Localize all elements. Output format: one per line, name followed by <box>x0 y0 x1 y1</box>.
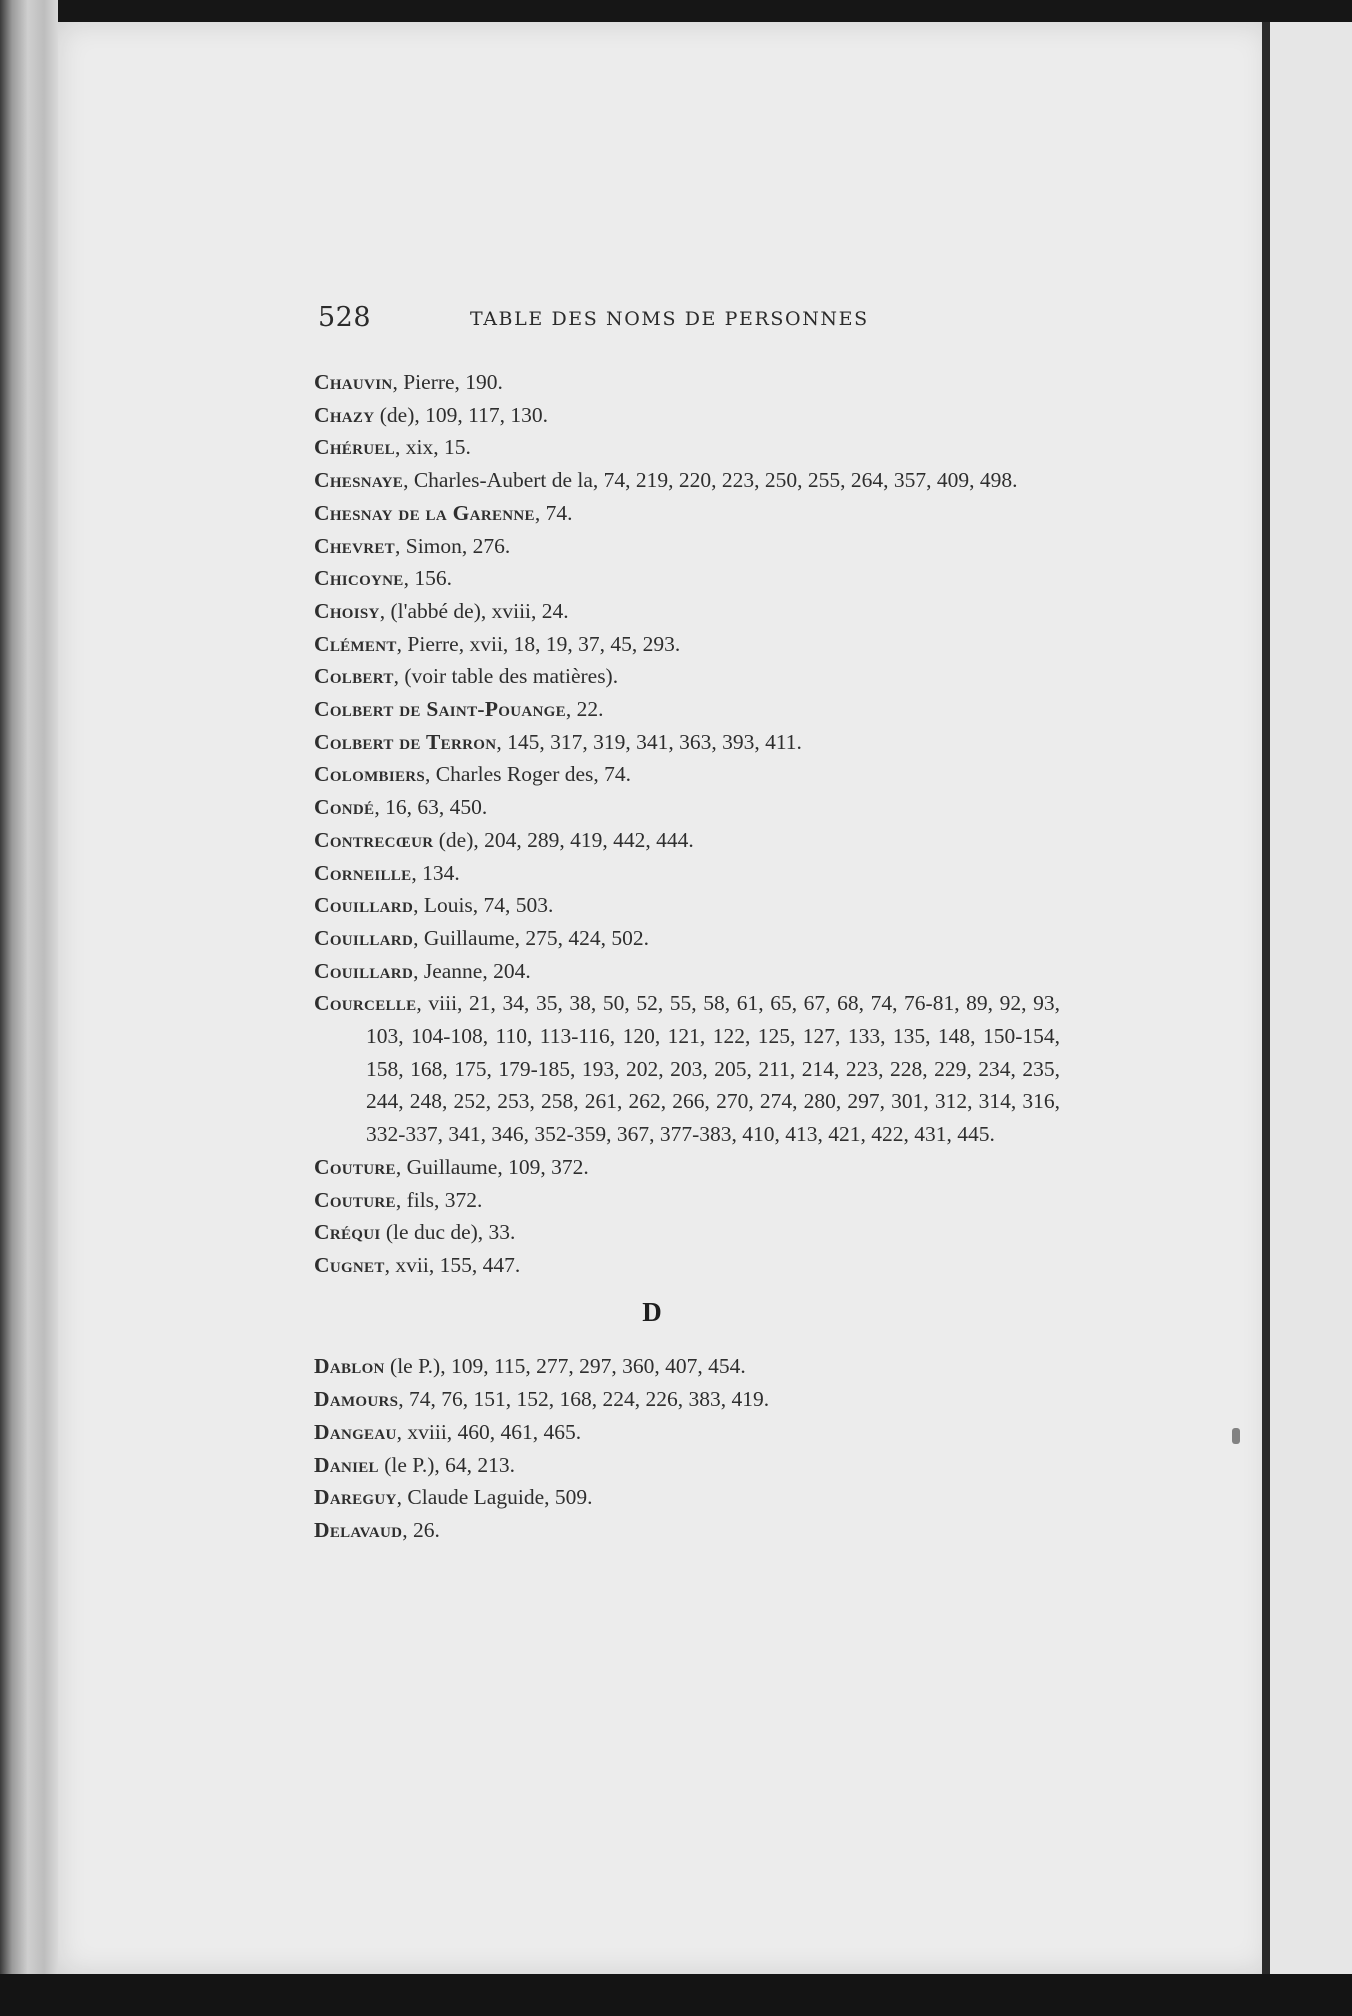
entry-references: , Charles Roger des, 74. <box>425 762 632 787</box>
running-head <box>318 302 1078 338</box>
entry-references: , 22. <box>565 697 604 722</box>
entry-surname: Colombiers <box>314 762 426 787</box>
entry-surname: Corneille <box>314 860 412 885</box>
entry-surname: Dareguy <box>314 1485 397 1510</box>
entry-surname: Couillard <box>314 925 414 950</box>
section-letter-heading: D <box>642 1296 662 1327</box>
index-entry <box>314 595 1060 628</box>
entry-surname: Couillard <box>314 958 414 983</box>
entry-surname: Clément <box>314 631 397 656</box>
entry-surname: Delavaud <box>314 1517 403 1542</box>
entry-references: (de), 204, 289, 419, 442, 444. <box>433 827 694 852</box>
entry-references: , 16, 63, 450. <box>374 795 488 820</box>
facing-page-edge <box>1270 22 1352 1974</box>
index-entry <box>314 431 1060 464</box>
entry-surname: Couture <box>314 1187 396 1212</box>
entry-references: (le P.), 109, 115, 277, 297, 360, 407, 454. <box>384 1354 746 1379</box>
entry-surname: Condé <box>314 795 375 820</box>
entry-references: , Pierre, xvii, 18, 19, 37, 45, 293. <box>396 631 681 656</box>
index-entry <box>314 1449 1060 1482</box>
entry-references: (de), 109, 117, 130. <box>374 402 548 427</box>
entry-surname: Courcelle <box>314 991 417 1016</box>
entry-references: , Louis, 74, 503. <box>413 893 554 918</box>
entry-surname: Damours <box>314 1387 399 1412</box>
entry-references: , Guillaume, 109, 372. <box>395 1154 589 1179</box>
index-entry <box>314 530 1060 563</box>
entry-references: , (voir table des matières). <box>393 664 619 689</box>
index-entry <box>314 726 1060 759</box>
entry-references: , 134. <box>411 860 460 885</box>
index-entry <box>314 399 1060 432</box>
entry-surname: Cugnet <box>314 1252 385 1277</box>
entry-references: , 156. <box>403 566 452 591</box>
entry-references: , (l'abbé de), xviii, 24. <box>379 598 569 623</box>
entry-references: (le P.), 64, 213. <box>378 1452 516 1477</box>
entry-surname: Chicoyne <box>314 566 404 591</box>
index-entry <box>314 497 1060 530</box>
entry-surname: Chesnay de la Garenne <box>314 500 535 525</box>
index-entry <box>314 366 1060 399</box>
entry-surname: Colbert <box>314 664 394 689</box>
entry-surname: Dangeau <box>314 1419 397 1444</box>
index-entry <box>314 1514 1060 1547</box>
index-entry <box>314 693 1060 726</box>
entry-references: , fils, 372. <box>395 1187 483 1212</box>
index-entry <box>314 1216 1060 1249</box>
index-entry <box>314 791 1060 824</box>
entry-surname: Colbert de Saint-Pouange <box>314 697 566 722</box>
entry-references: , Charles-Aubert de la, 74, 219, 220, 223, 250, 255, 264, 357, 409, 498. <box>403 468 1018 493</box>
entry-surname: Colbert de Terron <box>314 729 497 754</box>
entry-surname: Chéruel <box>314 435 395 460</box>
entry-references: , Simon, 276. <box>394 533 511 558</box>
entry-surname: Chevret <box>314 533 395 558</box>
page-number: 528 <box>318 302 372 333</box>
book-binding-edge <box>0 0 58 2016</box>
entry-surname: Daniel <box>314 1452 379 1477</box>
entry-references: , 145, 317, 319, 341, 363, 393, 411. <box>496 729 802 754</box>
entry-surname: Couillard <box>314 893 414 918</box>
index-entry <box>314 955 1060 988</box>
entry-references: , Jeanne, 204. <box>413 958 531 983</box>
entry-surname: Chauvin <box>314 370 393 394</box>
entry-surname: Dablon <box>314 1354 385 1379</box>
entry-references: , 74, 76, 151, 152, 168, 224, 226, 383, 419. <box>398 1387 770 1412</box>
index-entry <box>314 660 1060 693</box>
index-entry <box>314 987 1060 1151</box>
index-entry <box>314 464 1060 497</box>
facing-page-mark <box>1232 1428 1240 1444</box>
index-entry <box>314 857 1060 890</box>
entry-surname: Chazy <box>314 402 375 427</box>
entry-references: , Guillaume, 275, 424, 502. <box>413 925 649 950</box>
entry-references: , xix, 15. <box>394 435 471 460</box>
index-entries <box>314 366 1060 1547</box>
index-entry <box>314 889 1060 922</box>
entry-references: , 74. <box>534 500 573 525</box>
entry-references: , Claude Laguide, 509. <box>396 1485 593 1510</box>
index-section-d <box>314 1350 1060 1546</box>
entry-references: , xvii, 155, 447. <box>384 1252 521 1277</box>
entry-surname: Couture <box>314 1154 396 1179</box>
index-entry <box>314 1184 1060 1217</box>
running-head-title: TABLE DES NOMS DE PERSONNES <box>470 308 869 330</box>
entry-surname: Contrecœur <box>314 827 434 852</box>
index-section-c <box>314 366 1060 1282</box>
index-entry <box>314 1416 1060 1449</box>
index-entry <box>314 1151 1060 1184</box>
page-gutter <box>1262 22 1270 1974</box>
index-entry <box>314 1249 1060 1282</box>
scan-bottom-border <box>0 1974 1352 2016</box>
index-entry <box>314 628 1060 661</box>
entry-surname: Créqui <box>314 1220 381 1245</box>
entry-references: , 26. <box>402 1517 440 1542</box>
entry-surname: Choisy <box>314 598 380 623</box>
index-entry <box>314 758 1060 791</box>
scan-top-border <box>0 0 1352 22</box>
index-entry <box>314 922 1060 955</box>
entry-references: , Pierre, 190. <box>392 370 503 394</box>
index-entry <box>314 824 1060 857</box>
entry-references: (le duc de), 33. <box>380 1220 516 1245</box>
index-entry <box>314 1350 1060 1383</box>
entry-surname: Chesnaye <box>314 468 404 493</box>
index-entry <box>314 1481 1060 1514</box>
entry-references: , xviii, 460, 461, 465. <box>396 1419 582 1444</box>
index-entry <box>314 562 1060 595</box>
index-entry <box>314 1383 1060 1416</box>
entry-references: , viii, 21, 34, 35, 38, 50, 52, 55, 58, 61, 65, 67, 68, 74, 76-81, 89, 92, 93, 103, 104-108, 110, 113-116, 120, 121, 122, 125, 127, 133, 135, 148, 150-154, 158, 168, 175, 179-185, 193, 202, 203, 205, 211, 214, 223, 228, 229, 234, 235, 244, 248, 252, 253, 258, 261, 262, 266, 270, 274, 280, 297, 301, 312, 314, 316, 332-337, 341, 346, 352-359, 367, 377-383, 410, 413, 421, 422, 431, 445. <box>366 991 1060 1147</box>
